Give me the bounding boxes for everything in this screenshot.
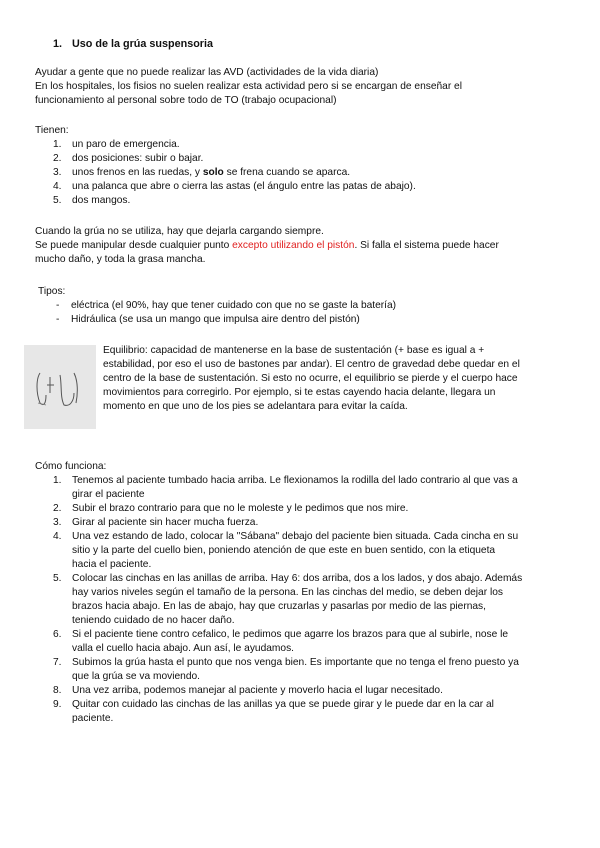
list-item bbox=[35, 194, 555, 208]
list-number: 4. bbox=[53, 181, 62, 192]
list-item bbox=[38, 299, 558, 313]
usage-line bbox=[35, 239, 555, 253]
usage-paragraph bbox=[35, 225, 555, 267]
step-number: 5. bbox=[53, 573, 62, 584]
step-text: Una vez arriba, podemos manejar al paciente y moverlo hacia el lugar necesitado. bbox=[72, 685, 443, 696]
list-item bbox=[38, 313, 558, 327]
step-text: Colocar las cinchas en las anillas de arriba. Hay 6: dos arriba, dos a los lados, y dos abajo. Además bbox=[72, 573, 523, 584]
equilibrio-line: momento en que uno de los pies se adelantara para evitar la caída. bbox=[103, 401, 408, 412]
step-number: 2. bbox=[53, 503, 62, 514]
step-number: 4. bbox=[53, 531, 62, 542]
step-number: 1. bbox=[53, 475, 62, 486]
list-item bbox=[35, 152, 555, 166]
tienen-section bbox=[35, 124, 555, 208]
usage-highlight: excepto utilizando el pistón bbox=[232, 240, 355, 251]
equilibrio-line: estabilidad, por eso el uso de bastones par andar). El centro de gravedad debe quedar en el bbox=[103, 359, 520, 370]
tienen-list bbox=[35, 138, 555, 208]
intro-paragraph bbox=[35, 66, 555, 108]
step-item bbox=[35, 516, 555, 530]
section-heading bbox=[53, 37, 213, 51]
step-text: Tenemos al paciente tumbado hacia arriba. Le flexionamos la rodilla del lado contrario al que vas a bbox=[72, 475, 518, 486]
list-text: eléctrica (el 90%, hay que tener cuidado con que no se gaste la batería) bbox=[71, 300, 397, 311]
list-item bbox=[35, 138, 555, 152]
list-text: dos posiciones: subir o bajar. bbox=[72, 153, 204, 164]
list-number: 2. bbox=[53, 153, 62, 164]
tienen-label: Tienen: bbox=[35, 125, 69, 136]
step-text: Girar al paciente sin hacer mucha fuerza. bbox=[72, 517, 259, 528]
tipos-section bbox=[38, 285, 558, 327]
step-number: 8. bbox=[53, 685, 62, 696]
list-number: 5. bbox=[53, 195, 62, 206]
list-text: dos mangos. bbox=[72, 195, 131, 206]
list-text: una palanca que abre o cierra las astas (el ángulo entre las patas de abajo). bbox=[72, 181, 416, 192]
step-text: Quitar con cuidado las cinchas de las anillas ya que se puede girar y le puede dar en la car al bbox=[72, 699, 494, 710]
list-text: se frena cuando se aparca. bbox=[223, 167, 351, 178]
step-number: 7. bbox=[53, 657, 62, 668]
step-item bbox=[35, 530, 555, 572]
dash-bullet: - bbox=[56, 314, 60, 325]
step-text: que la grúa se va moviendo. bbox=[72, 671, 200, 682]
step-item bbox=[35, 572, 555, 628]
usage-text: Se puede manipular desde cualquier punto bbox=[35, 240, 233, 251]
intro-line: En los hospitales, los fisios no suelen realizar esta actividad pero si se encargan de enseñar el bbox=[35, 81, 462, 92]
step-text: valla el cuello hacia abajo. Aun así, le ayudamos. bbox=[72, 643, 295, 654]
step-text: hacia el paciente. bbox=[72, 559, 152, 570]
list-number: 1. bbox=[53, 139, 62, 150]
step-text: sitio y la parte del cuello bien, poniendo atención de que este en buen sentido, con la etiqueta bbox=[72, 545, 496, 556]
heading-title: Uso de la grúa suspensoria bbox=[72, 38, 214, 50]
step-number: 6. bbox=[53, 629, 62, 640]
equilibrio-line: centro de la base de sustentación. Si esto no ocurre, el equilibrio se pierde y el cuerpo hace bbox=[103, 373, 518, 384]
step-text: Una vez estando de lado, colocar la "Sábana" debajo del paciente bien situada. Cada cincha en su bbox=[72, 531, 519, 542]
steps-list bbox=[35, 474, 555, 726]
usage-text: . Si falla el sistema puede hacer bbox=[354, 240, 499, 251]
usage-line: mucho daño, y toda la grasa mancha. bbox=[35, 254, 206, 265]
usage-line: Cuando la grúa no se utiliza, hay que dejarla cargando siempre. bbox=[35, 226, 324, 237]
step-item bbox=[35, 698, 555, 726]
step-item bbox=[35, 628, 555, 656]
list-text: unos frenos en las ruedas, y bbox=[72, 167, 203, 178]
heading-number: 1. bbox=[53, 38, 63, 50]
intro-line: Ayudar a gente que no puede realizar las AVD (actividades de la vida diaria) bbox=[35, 67, 379, 78]
step-text: Si el paciente tiene contro cefalico, le pedimos que agarre los brazos para que al subirle, nose le bbox=[72, 629, 509, 640]
step-text: paciente. bbox=[72, 713, 114, 724]
equilibrio-paragraph bbox=[103, 344, 555, 414]
tipos-label: Tipos: bbox=[38, 286, 66, 297]
como-label: Cómo funciona: bbox=[35, 461, 107, 472]
list-text: Hidráulica (se usa un mango que impulsa aire dentro del pistón) bbox=[71, 314, 360, 325]
step-item bbox=[35, 502, 555, 516]
list-item bbox=[35, 180, 555, 194]
step-number: 9. bbox=[53, 699, 62, 710]
step-text: Subimos la grúa hasta el punto que nos venga bien. Es importante que no tenga el freno puesto ya bbox=[72, 657, 519, 668]
equilibrio-line: movimientos para corregirlo. Por ejemplo, si te estas cayendo hacia delante, llegara un bbox=[103, 387, 496, 398]
list-item bbox=[35, 166, 555, 180]
step-text: brazos hacia abajo. En las de abajo, hay que cruzarlas y pasarlas por medio de las piernas, bbox=[72, 601, 486, 612]
tipos-list bbox=[38, 299, 558, 327]
dash-bullet: - bbox=[56, 300, 60, 311]
step-text: teniendo cuidado de no hacer daño. bbox=[72, 615, 235, 626]
step-text: Subir el brazo contrario para que no le moleste y le pedimos que nos mire. bbox=[72, 503, 409, 514]
intro-line: funcionamiento al personal sobre todo de TO (trabajo ocupacional) bbox=[35, 95, 337, 106]
list-text: un paro de emergencia. bbox=[72, 139, 180, 150]
step-number: 3. bbox=[53, 517, 62, 528]
list-number: 3. bbox=[53, 167, 62, 178]
equilibrio-line: Equilibrio: capacidad de mantenerse en la base de sustentación (+ base es igual a + bbox=[103, 345, 485, 356]
step-item bbox=[35, 656, 555, 684]
como-funciona-section bbox=[35, 460, 555, 726]
step-item bbox=[35, 684, 555, 698]
step-text: girar el paciente bbox=[72, 489, 145, 500]
step-text: hay varios niveles según el tamaño de la persona. En las cinchas del medio, se deben dejar los bbox=[72, 587, 503, 598]
list-bold-text: solo bbox=[202, 167, 224, 178]
step-item bbox=[35, 474, 555, 502]
sketch-drawing bbox=[24, 345, 96, 429]
handwritten-sketch-image bbox=[24, 345, 96, 429]
